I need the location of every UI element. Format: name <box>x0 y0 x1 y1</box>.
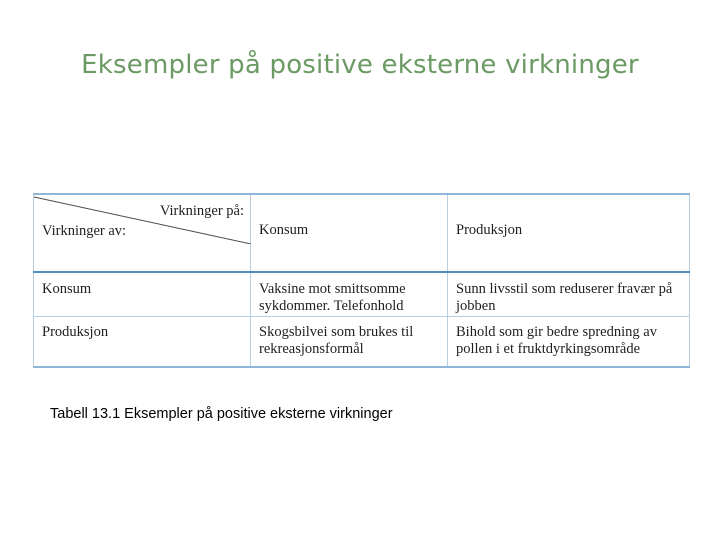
table-row <box>34 272 690 316</box>
table-cell: Skogsbilvei som brukes til rekreasjonsformål <box>251 316 448 367</box>
table-cell: Sunn livsstil som reduserer fravær på jobben <box>448 272 690 316</box>
table-header-row <box>34 194 690 272</box>
corner-cell <box>34 194 251 272</box>
table-caption <box>50 406 393 422</box>
column-header-produksjon: Produksjon <box>448 194 690 272</box>
row-label: Produksjon <box>34 316 251 367</box>
table-cell: Bihold som gir bedre spredning av pollen i et fruktdyrkingsområde <box>448 316 690 367</box>
column-header-konsum: Konsum <box>251 194 448 272</box>
slide-title: Eksempler på positive eksterne virkninger <box>81 50 639 80</box>
corner-label-effects-on: Virkninger på: <box>159 203 244 219</box>
corner-label-effects-of: Virkninger av: <box>42 223 127 239</box>
externality-table <box>33 193 690 368</box>
table-row <box>34 316 690 367</box>
table-cell: Vaksine mot smittsomme sykdommer. Telefonhold <box>251 272 448 316</box>
row-label: Konsum <box>34 272 251 316</box>
caption-label: Tabell 13.1 <box>50 406 121 422</box>
caption-text: Eksempler på positive eksterne virkninger <box>120 406 393 422</box>
